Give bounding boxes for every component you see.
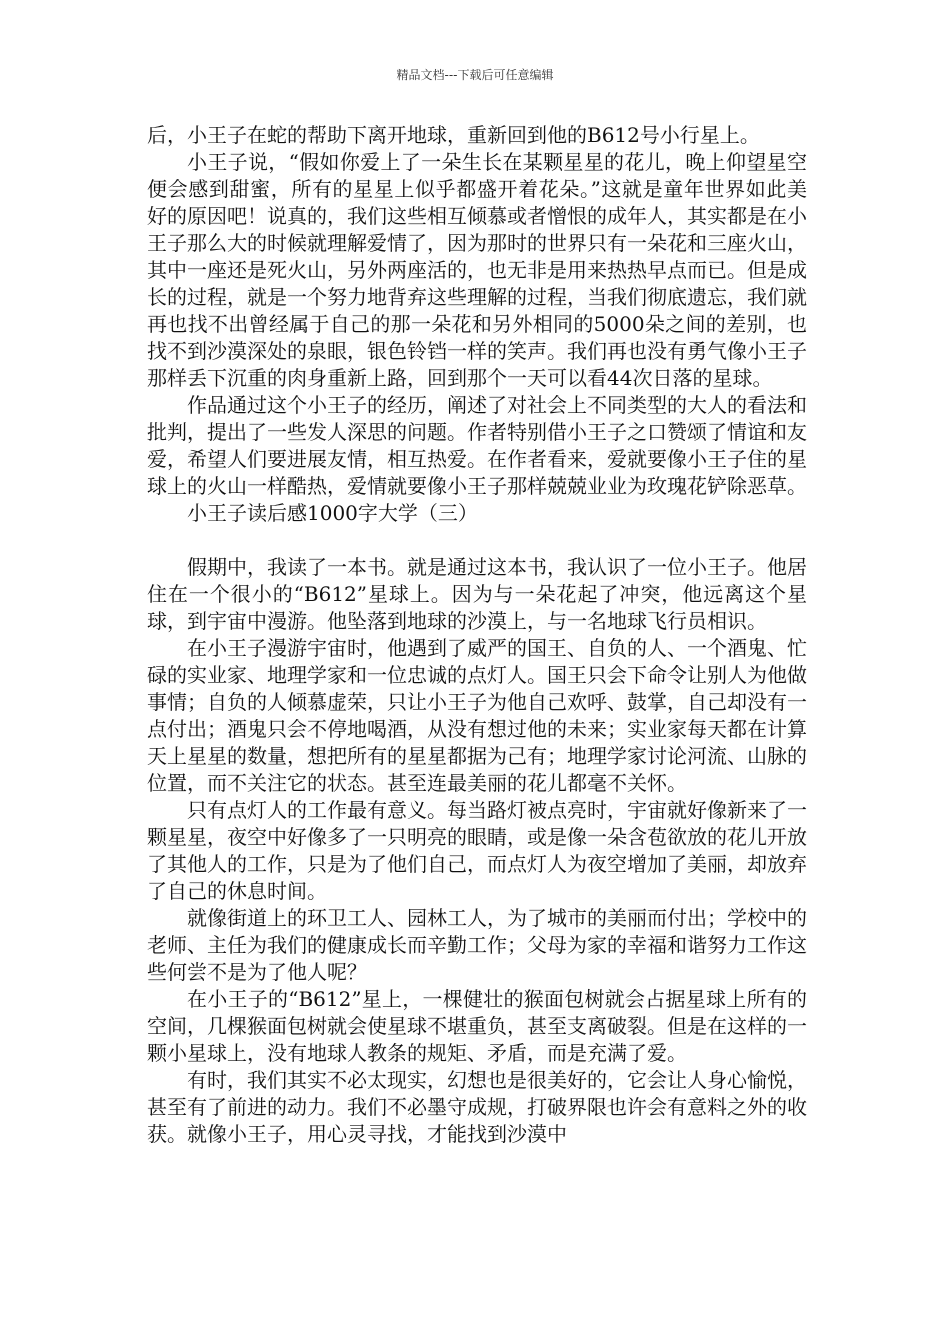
blank-line [147,527,807,554]
paragraph: 就像街道上的环卫工人、园林工人，为了城市的美丽而付出；学校中的老师、主任为我们的健康成长而辛勤工作；父母为家的幸福和谐努力工作这些何尝不是为了他人呢？ [147,906,807,984]
paragraph-continuation: 后，小王子在蛇的帮助下离开地球，重新回到他的B612号小行星上。 [147,123,760,147]
paragraph: 小王子说，“假如你爱上了一朵生长在某颗星星的花儿，晚上仰望星空便会感到甜蜜，所有的星星上似乎都盛开着花朵。”这就是童年世界如此美好的原因吧！说真的，我们这些相互倾慕或者憎恨的成年人，其实都是在小王子那么大的时候就理解爱情了，因为那时的世界只有一朵花和三座火山，其中一座还是死火山，另外两座活的，也无非是用来热热早点而已。但是成长的过程，就是一个努力地背弃这些理解的过程，当我们彻底遗忘，我们就再也找不出曾经属于自己的那一朵花和另外相同的5000朵之间的差别，也找不到沙漠深处的泉眼，银色铃铛一样的笑声。我们再也没有勇气像小王子那样丢下沉重的肉身重新上路，回到那个一天可以看44次日落的星球。 [147,150,807,390]
paragraph: 假期中，我读了一本书。就是通过这本书，我认识了一位小王子。他居住在一个很小的“B612”星球上。因为与一朵花起了冲突，他远离这个星球，到宇宙中漫游。他坠落到地球的沙漠上，与一名地球飞行员相识。 [147,555,807,633]
paragraph: 只有点灯人的工作最有意义。每当路灯被点亮时，宇宙就好像新来了一颗星星，夜空中好像多了一只明亮的眼睛，或是像一朵含苞欲放的花儿开放了其他人的工作，只是为了他们自己，而点灯人为夜空增加了美丽，却放弃了自己的休息时间。 [147,798,807,903]
section-title: 小王子读后感1000字大学（三） [187,501,478,525]
document-body [147,122,807,1148]
paragraph: 在小王子的“B612”星上，一棵健壮的猴面包树就会占据星球上所有的空间，几棵猴面包树就会使星球不堪重负，甚至支离破裂。但是在这样的一颗小星球上，没有地球人教条的规矩、矛盾，而是充满了爱。 [147,987,807,1065]
page-header: 精品文档---下载后可任意编辑 [396,68,554,82]
paragraph: 有时，我们其实不必太现实，幻想也是很美好的，它会让人身心愉悦，甚至有了前进的动力。我们不必墨守成规，打破界限也许会有意料之外的收获。就像小王子，用心灵寻找，才能找到沙漠中 [147,1068,807,1146]
paragraph: 在小王子漫游宇宙时，他遇到了威严的国王、自负的人、一个酒鬼、忙碌的实业家、地理学家和一位忠诚的点灯人。国王只会下命令让别人为他做事情；自负的人倾慕虚荣，只让小王子为他自己欢呼、鼓掌，自己却没有一点付出；酒鬼只会不停地喝酒，从没有想过他的未来；实业家每天都在计算天上星星的数量，想把所有的星星都据为己有；地理学家讨论河流、山脉的位置，而不关注它的状态。甚至连最美丽的花儿都毫不关怀。 [147,636,807,795]
paragraph: 作品通过这个小王子的经历，阐述了对社会上不同类型的大人的看法和批判，提出了一些发人深思的问题。作者特别借小王子之口赞颂了情谊和友爱，希望人们要进展友情，相互热爱。在作者看来，爱就要像小王子住的星球上的火山一样酷热，爱情就要像小王子那样兢兢业业为玫瑰花铲除恶草。 [147,393,807,498]
